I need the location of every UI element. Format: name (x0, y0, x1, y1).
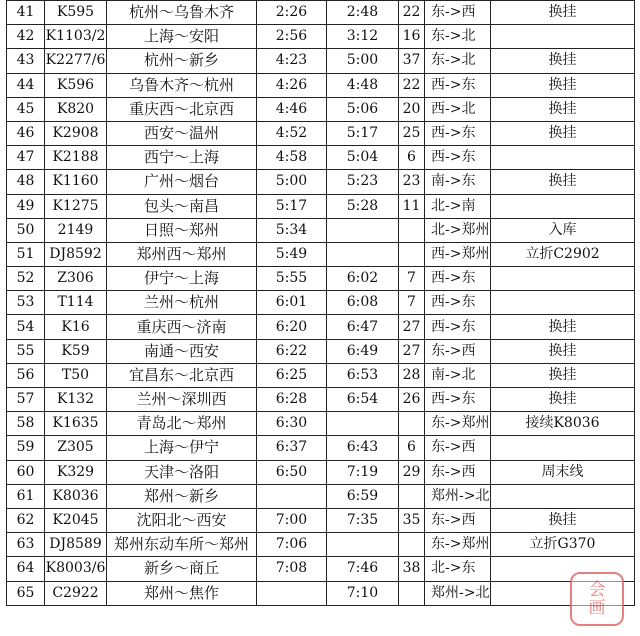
train-number-cell: K59 (45, 339, 107, 363)
train-number-cell: DJ8592 (45, 242, 107, 266)
stop-minutes-cell: 27 (399, 315, 425, 339)
arrival-time-cell: 4:23 (257, 49, 327, 73)
departure-time-cell: 6:08 (327, 291, 399, 315)
arrival-time-cell: 6:22 (257, 339, 327, 363)
stop-minutes-cell: 37 (399, 49, 425, 73)
arrival-time-cell: 5:49 (257, 242, 327, 266)
note-cell: 换挂 (491, 97, 635, 121)
route-cell: 乌鲁木齐～杭州 (107, 73, 257, 97)
departure-time-cell (327, 412, 399, 436)
route-cell: 杭州～乌鲁木齐 (107, 1, 257, 25)
route-cell: 重庆西～北京西 (107, 97, 257, 121)
train-number-cell: T50 (45, 363, 107, 387)
row-number-cell: 58 (7, 412, 45, 436)
route-cell: 伊宁～上海 (107, 267, 257, 291)
arrival-time-cell: 4:26 (257, 73, 327, 97)
row-number-cell: 54 (7, 315, 45, 339)
route-cell: 西安～温州 (107, 121, 257, 145)
direction-cell: 西->东 (425, 121, 491, 145)
row-number-cell: 64 (7, 557, 45, 581)
train-number-cell: K1160 (45, 170, 107, 194)
stop-minutes-cell: 25 (399, 121, 425, 145)
arrival-time-cell (257, 581, 327, 605)
arrival-time-cell: 7:08 (257, 557, 327, 581)
departure-time-cell: 3:12 (327, 25, 399, 49)
note-cell: 换挂 (491, 388, 635, 412)
row-number-cell: 56 (7, 363, 45, 387)
arrival-time-cell: 6:20 (257, 315, 327, 339)
train-number-cell: K2045 (45, 508, 107, 532)
note-cell: 换挂 (491, 121, 635, 145)
train-number-cell: K329 (45, 460, 107, 484)
stop-minutes-cell: 11 (399, 194, 425, 218)
train-number-cell: T114 (45, 291, 107, 315)
stop-minutes-cell: 7 (399, 267, 425, 291)
departure-time-cell: 6:43 (327, 436, 399, 460)
stop-minutes-cell: 26 (399, 388, 425, 412)
route-cell: 兰州～深圳西 (107, 388, 257, 412)
note-cell (491, 25, 635, 49)
direction-cell: 东->郑州 (425, 412, 491, 436)
train-number-cell: K2908 (45, 121, 107, 145)
route-cell: 上海～伊宁 (107, 436, 257, 460)
row-number-cell: 53 (7, 291, 45, 315)
row-number-cell: 41 (7, 1, 45, 25)
row-number-cell: 61 (7, 484, 45, 508)
direction-cell: 北->南 (425, 194, 491, 218)
train-number-cell: K8036 (45, 484, 107, 508)
note-cell (491, 146, 635, 170)
direction-cell: 西->东 (425, 73, 491, 97)
arrival-time-cell: 5:55 (257, 267, 327, 291)
stop-minutes-cell: 22 (399, 1, 425, 25)
table-row (7, 460, 635, 484)
direction-cell: 南->东 (425, 170, 491, 194)
train-number-cell: K595 (45, 1, 107, 25)
train-number-cell: K1103/2 (45, 25, 107, 49)
route-cell: 新乡～商丘 (107, 557, 257, 581)
direction-cell: 西->东 (425, 267, 491, 291)
row-number-cell: 52 (7, 267, 45, 291)
stop-minutes-cell (399, 412, 425, 436)
route-cell: 郑州～焦作 (107, 581, 257, 605)
train-number-cell: K16 (45, 315, 107, 339)
note-cell: 立折C2902 (491, 242, 635, 266)
note-cell (491, 267, 635, 291)
row-number-cell: 57 (7, 388, 45, 412)
direction-cell: 郑州->北 (425, 581, 491, 605)
direction-cell: 西->东 (425, 315, 491, 339)
table-row (7, 533, 635, 557)
direction-cell: 东->西 (425, 339, 491, 363)
departure-time-cell: 4:48 (327, 73, 399, 97)
route-cell: 兰州～杭州 (107, 291, 257, 315)
departure-time-cell (327, 218, 399, 242)
arrival-time-cell: 7:00 (257, 508, 327, 532)
departure-time-cell: 5:28 (327, 194, 399, 218)
arrival-time-cell: 6:25 (257, 363, 327, 387)
direction-cell: 东->北 (425, 49, 491, 73)
arrival-time-cell: 4:46 (257, 97, 327, 121)
table-row (7, 484, 635, 508)
departure-time-cell: 6:59 (327, 484, 399, 508)
row-number-cell: 49 (7, 194, 45, 218)
stop-minutes-cell (399, 533, 425, 557)
route-cell: 广州～烟台 (107, 170, 257, 194)
row-number-cell: 44 (7, 73, 45, 97)
row-number-cell: 55 (7, 339, 45, 363)
stop-minutes-cell: 29 (399, 460, 425, 484)
direction-cell: 西->东 (425, 388, 491, 412)
stop-minutes-cell (399, 484, 425, 508)
direction-cell: 东->西 (425, 1, 491, 25)
note-cell: 换挂 (491, 363, 635, 387)
stop-minutes-cell: 27 (399, 339, 425, 363)
direction-cell: 西->郑州 (425, 242, 491, 266)
row-number-cell: 50 (7, 218, 45, 242)
departure-time-cell: 6:49 (327, 339, 399, 363)
stop-minutes-cell: 23 (399, 170, 425, 194)
arrival-time-cell: 4:52 (257, 121, 327, 145)
route-cell: 南通～西安 (107, 339, 257, 363)
departure-time-cell: 6:53 (327, 363, 399, 387)
row-number-cell: 60 (7, 460, 45, 484)
train-number-cell: C2922 (45, 581, 107, 605)
arrival-time-cell: 6:50 (257, 460, 327, 484)
watermark-stamp: 会 画 (570, 572, 624, 626)
direction-cell: 东->西 (425, 460, 491, 484)
train-number-cell: DJ8589 (45, 533, 107, 557)
route-cell: 重庆西～济南 (107, 315, 257, 339)
table-row (7, 242, 635, 266)
departure-time-cell (327, 242, 399, 266)
table-row (7, 146, 635, 170)
row-number-cell: 51 (7, 242, 45, 266)
row-number-cell: 45 (7, 97, 45, 121)
table-row (7, 339, 635, 363)
stop-minutes-cell: 22 (399, 73, 425, 97)
arrival-time-cell: 2:26 (257, 1, 327, 25)
arrival-time-cell: 4:58 (257, 146, 327, 170)
note-cell: 立折G370 (491, 533, 635, 557)
table-row (7, 436, 635, 460)
route-cell: 宜昌东～北京西 (107, 363, 257, 387)
departure-time-cell: 5:23 (327, 170, 399, 194)
direction-cell: 东->郑州 (425, 533, 491, 557)
arrival-time-cell: 5:34 (257, 218, 327, 242)
row-number-cell: 65 (7, 581, 45, 605)
departure-time-cell: 7:19 (327, 460, 399, 484)
direction-cell: 西->东 (425, 146, 491, 170)
table-row (7, 194, 635, 218)
note-cell: 入库 (491, 218, 635, 242)
departure-time-cell: 5:17 (327, 121, 399, 145)
row-number-cell: 48 (7, 170, 45, 194)
train-number-cell: K820 (45, 97, 107, 121)
route-cell: 西宁～上海 (107, 146, 257, 170)
route-cell: 沈阳北～西安 (107, 508, 257, 532)
note-cell: 换挂 (491, 1, 635, 25)
train-number-cell: K1275 (45, 194, 107, 218)
table-row (7, 315, 635, 339)
route-cell: 郑州东动车所～郑州 (107, 533, 257, 557)
route-cell: 日照～郑州 (107, 218, 257, 242)
train-number-cell: 2149 (45, 218, 107, 242)
arrival-time-cell: 6:37 (257, 436, 327, 460)
direction-cell: 东->北 (425, 25, 491, 49)
stop-minutes-cell: 35 (399, 508, 425, 532)
row-number-cell: 47 (7, 146, 45, 170)
train-number-cell: K1635 (45, 412, 107, 436)
table-row (7, 388, 635, 412)
stop-minutes-cell: 6 (399, 146, 425, 170)
train-number-cell: Z306 (45, 267, 107, 291)
departure-time-cell: 5:04 (327, 146, 399, 170)
arrival-time-cell: 6:28 (257, 388, 327, 412)
table-row (7, 1, 635, 25)
note-cell (491, 436, 635, 460)
arrival-time-cell: 2:56 (257, 25, 327, 49)
table-row (7, 25, 635, 49)
stop-minutes-cell: 28 (399, 363, 425, 387)
note-cell: 接续K8036 (491, 412, 635, 436)
train-number-cell: K596 (45, 73, 107, 97)
table-row (7, 170, 635, 194)
arrival-time-cell: 5:00 (257, 170, 327, 194)
route-cell: 郑州西～郑州 (107, 242, 257, 266)
direction-cell: 东->西 (425, 436, 491, 460)
direction-cell: 西->东 (425, 291, 491, 315)
direction-cell: 西->北 (425, 97, 491, 121)
note-cell (491, 194, 635, 218)
note-cell: 换挂 (491, 73, 635, 97)
row-number-cell: 59 (7, 436, 45, 460)
train-number-cell: K2188 (45, 146, 107, 170)
route-cell: 包头～南昌 (107, 194, 257, 218)
train-number-cell: K2277/6 (45, 49, 107, 73)
departure-time-cell: 5:06 (327, 97, 399, 121)
table-row (7, 73, 635, 97)
note-cell: 换挂 (491, 49, 635, 73)
arrival-time-cell: 7:06 (257, 533, 327, 557)
route-cell: 天津～洛阳 (107, 460, 257, 484)
arrival-time-cell: 6:30 (257, 412, 327, 436)
table-row (7, 97, 635, 121)
row-number-cell: 46 (7, 121, 45, 145)
direction-cell: 东->西 (425, 508, 491, 532)
arrival-time-cell: 6:01 (257, 291, 327, 315)
direction-cell: 郑州->北 (425, 484, 491, 508)
departure-time-cell: 6:54 (327, 388, 399, 412)
row-number-cell: 62 (7, 508, 45, 532)
route-cell: 郑州～新乡 (107, 484, 257, 508)
stop-minutes-cell: 16 (399, 25, 425, 49)
stop-minutes-cell (399, 218, 425, 242)
table-row (7, 291, 635, 315)
note-cell (491, 291, 635, 315)
departure-time-cell: 6:47 (327, 315, 399, 339)
note-cell: 换挂 (491, 339, 635, 363)
note-cell: 周末线 (491, 460, 635, 484)
stop-minutes-cell (399, 242, 425, 266)
stop-minutes-cell: 7 (399, 291, 425, 315)
departure-time-cell: 2:48 (327, 1, 399, 25)
row-number-cell: 63 (7, 533, 45, 557)
stop-minutes-cell: 20 (399, 97, 425, 121)
note-cell: 换挂 (491, 170, 635, 194)
row-number-cell: 43 (7, 49, 45, 73)
table-row (7, 121, 635, 145)
arrival-time-cell: 5:17 (257, 194, 327, 218)
table-row (7, 267, 635, 291)
note-cell (491, 484, 635, 508)
table-row (7, 218, 635, 242)
departure-time-cell: 5:00 (327, 49, 399, 73)
stop-minutes-cell: 38 (399, 557, 425, 581)
train-number-cell: K132 (45, 388, 107, 412)
table-row (7, 581, 635, 605)
route-cell: 杭州～新乡 (107, 49, 257, 73)
route-cell: 上海～安阳 (107, 25, 257, 49)
stop-minutes-cell (399, 581, 425, 605)
direction-cell: 北->郑州 (425, 218, 491, 242)
direction-cell: 北->东 (425, 557, 491, 581)
departure-time-cell: 7:35 (327, 508, 399, 532)
departure-time-cell: 7:46 (327, 557, 399, 581)
arrival-time-cell (257, 484, 327, 508)
departure-time-cell: 7:10 (327, 581, 399, 605)
departure-time-cell: 6:02 (327, 267, 399, 291)
departure-time-cell (327, 533, 399, 557)
route-cell: 青岛北～郑州 (107, 412, 257, 436)
table-row (7, 412, 635, 436)
note-cell: 换挂 (491, 315, 635, 339)
stop-minutes-cell: 6 (399, 436, 425, 460)
row-number-cell: 42 (7, 25, 45, 49)
train-number-cell: Z305 (45, 436, 107, 460)
direction-cell: 南->北 (425, 363, 491, 387)
table-row (7, 49, 635, 73)
table-row (7, 508, 635, 532)
table-row (7, 363, 635, 387)
train-schedule-table (6, 0, 635, 606)
table-row (7, 557, 635, 581)
note-cell: 换挂 (491, 508, 635, 532)
train-number-cell: K8003/6 (45, 557, 107, 581)
schedule-rows (7, 1, 635, 606)
